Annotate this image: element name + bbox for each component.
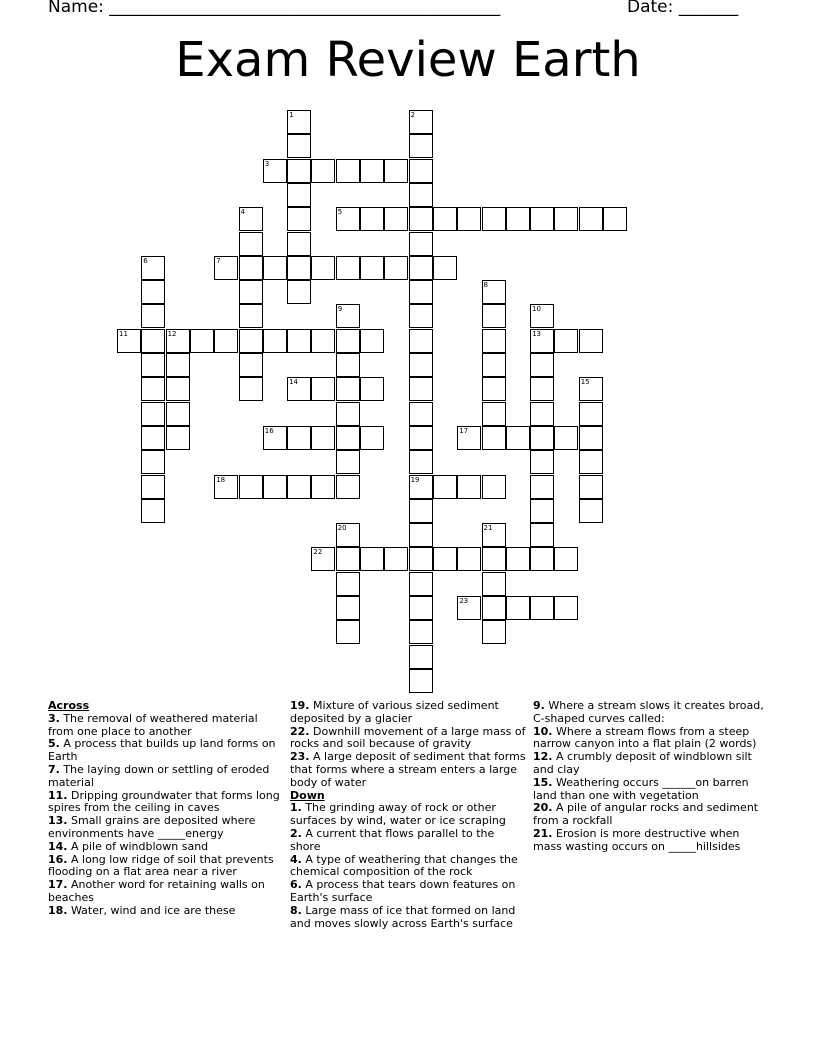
clue-text: A pile of angular rocks and sediment from a rockfall: [533, 801, 759, 828]
clue-column-1: [48, 700, 284, 918]
clue-number: 13.: [48, 814, 68, 828]
clue-text: Another word for retaining walls on beaches: [48, 878, 265, 904]
cell-number: 13: [532, 329, 542, 338]
crossword-cell[interactable]: [506, 547, 530, 571]
crossword-cell[interactable]: [482, 353, 506, 377]
crossword-cell[interactable]: [530, 353, 554, 377]
crossword-cell[interactable]: [141, 450, 165, 474]
crossword-cell[interactable]: [287, 110, 311, 134]
crossword-cell[interactable]: [166, 377, 190, 401]
clue-column-2: [290, 700, 526, 930]
crossword-cell[interactable]: [384, 159, 408, 183]
crossword-cell[interactable]: [239, 475, 263, 499]
clue-number: 12.: [533, 750, 553, 764]
crossword-cell[interactable]: [287, 134, 311, 158]
crossword-cell[interactable]: [166, 329, 190, 353]
clue-text: A pile of windblown sand: [67, 839, 209, 853]
crossword-cell[interactable]: [433, 547, 457, 571]
crossword-cell[interactable]: [166, 426, 190, 450]
name-field-label: Name: ______________________________________________: [48, 0, 501, 17]
crossword-cell[interactable]: [311, 475, 335, 499]
crossword-cell[interactable]: [409, 280, 433, 304]
clue-item: [48, 905, 284, 918]
clue-item: [48, 854, 284, 880]
crossword-cell[interactable]: [409, 475, 433, 499]
crossword-cell[interactable]: [579, 450, 603, 474]
crossword-cell[interactable]: [482, 620, 506, 644]
crossword-cell[interactable]: [384, 207, 408, 231]
crossword-cell[interactable]: [360, 547, 384, 571]
clue-text: Where a stream slows it creates broad, C-shaped curves called:: [533, 699, 764, 725]
crossword-cell[interactable]: [409, 426, 433, 450]
clue-text: Small grains are deposited where environments have _____energy: [48, 814, 256, 840]
crossword-cell[interactable]: [336, 596, 360, 620]
cell-number: 4: [240, 208, 245, 217]
crossword-cell[interactable]: [409, 572, 433, 596]
cell-number: 18: [216, 475, 226, 484]
crossword-cell[interactable]: [287, 426, 311, 450]
crossword-cell[interactable]: [554, 329, 578, 353]
crossword-cell[interactable]: [311, 256, 335, 280]
crossword-cell[interactable]: [336, 377, 360, 401]
crossword-cell[interactable]: [482, 329, 506, 353]
crossword-cell[interactable]: [433, 475, 457, 499]
crossword-cell[interactable]: [482, 207, 506, 231]
clue-number: 20.: [533, 801, 553, 815]
cell-number: 23: [459, 597, 469, 605]
clue-number: 7.: [48, 762, 60, 776]
cell-number: 22: [313, 548, 323, 557]
clue-section-heading: Across: [48, 699, 90, 712]
clue-item: [48, 879, 284, 905]
crossword-cell[interactable]: [409, 110, 433, 134]
crossword-cell[interactable]: [409, 159, 433, 183]
crossword-cell[interactable]: [579, 329, 603, 353]
crossword-cell[interactable]: [482, 377, 506, 401]
cell-number: 8: [483, 281, 488, 290]
cell-number: 1: [289, 111, 294, 119]
cell-number: 10: [532, 305, 542, 314]
crossword-cell[interactable]: [409, 450, 433, 474]
crossword-cell[interactable]: [336, 547, 360, 571]
clue-item: [533, 700, 769, 726]
crossword-cell[interactable]: [530, 304, 554, 328]
crossword-cell[interactable]: [554, 547, 578, 571]
crossword-cell[interactable]: [239, 377, 263, 401]
crossword-cell[interactable]: [409, 256, 433, 280]
crossword-cell[interactable]: [409, 645, 433, 669]
crossword-cell[interactable]: [409, 207, 433, 231]
clue-number: 4.: [290, 852, 302, 866]
crossword-cell[interactable]: [336, 450, 360, 474]
crossword-cell[interactable]: [141, 402, 165, 426]
clue-item: [290, 879, 526, 905]
cell-number: 7: [216, 256, 221, 265]
clue-item: [48, 790, 284, 816]
cell-number: 3: [264, 159, 270, 168]
clue-number: 11.: [48, 788, 68, 802]
crossword-cell[interactable]: [263, 475, 287, 499]
crossword-cell[interactable]: [287, 377, 311, 401]
crossword-cell[interactable]: [287, 159, 311, 183]
crossword-cell[interactable]: [287, 207, 311, 231]
clue-number: 16.: [48, 852, 68, 866]
crossword-cell[interactable]: [530, 547, 554, 571]
cell-number: 20: [337, 524, 347, 533]
cell-number: 2: [410, 111, 416, 119]
crossword-cell[interactable]: [360, 426, 384, 450]
clue-number: 1.: [290, 801, 302, 815]
clue-number: 23.: [290, 750, 310, 764]
clue-text: Dripping groundwater that forms long spires from the ceiling in caves: [48, 788, 280, 815]
crossword-cell[interactable]: [579, 207, 603, 231]
crossword-cell[interactable]: [141, 475, 165, 499]
crossword-cell[interactable]: [482, 596, 506, 620]
clue-item: [48, 713, 284, 739]
clue-item: [48, 815, 284, 841]
crossword-cell[interactable]: [239, 280, 263, 304]
clue-item: [533, 777, 769, 803]
crossword-cell[interactable]: [482, 402, 506, 426]
crossword-cell[interactable]: [287, 280, 311, 304]
crossword-cell[interactable]: [311, 426, 335, 450]
crossword-cell[interactable]: [141, 377, 165, 401]
crossword-cell[interactable]: [384, 256, 408, 280]
clue-item: [533, 751, 769, 777]
clue-text: Large mass of ice that formed on land and moves slowly across Earth's surface: [290, 903, 516, 930]
crossword-cell[interactable]: [287, 232, 311, 256]
clue-number: 8.: [290, 903, 302, 917]
clue-section-heading: Down: [290, 788, 325, 802]
crossword-cell[interactable]: [311, 159, 335, 183]
crossword-cell[interactable]: [409, 353, 433, 377]
crossword-cell[interactable]: [409, 377, 433, 401]
clue-number: 22.: [290, 724, 310, 738]
crossword-cell[interactable]: [311, 377, 335, 401]
crossword-cell[interactable]: [141, 256, 165, 280]
crossword-cell[interactable]: [457, 596, 481, 620]
clue-text: The laying down or settling of eroded material: [48, 762, 270, 789]
crossword-cell[interactable]: [433, 207, 457, 231]
crossword-cell[interactable]: [530, 475, 554, 499]
clue-number: 9.: [533, 699, 545, 712]
cell-number: 11: [119, 329, 128, 338]
crossword-cell[interactable]: [360, 256, 384, 280]
crossword-cell[interactable]: [214, 329, 238, 353]
clue-number: 10.: [533, 724, 553, 738]
clue-text: Mixture of various sized sediment deposited by a glacier: [290, 699, 499, 725]
cell-number: 6: [143, 256, 148, 265]
crossword-cell[interactable]: [457, 547, 481, 571]
crossword-cell[interactable]: [311, 547, 335, 571]
crossword-cell[interactable]: [506, 426, 530, 450]
crossword-cell[interactable]: [579, 377, 603, 401]
clue-text: Weathering occurs ______on barren land than one with vegetation: [533, 775, 749, 802]
clue-text: Where a stream flows from a steep narrow canyon into a flat plain (2 words): [533, 724, 757, 751]
crossword-cell[interactable]: [239, 207, 263, 231]
crossword-cell[interactable]: [530, 402, 554, 426]
crossword-cell[interactable]: [409, 134, 433, 158]
crossword-cell[interactable]: [239, 232, 263, 256]
clue-item: [290, 905, 526, 931]
clue-text: A process that tears down features on Earth's surface: [290, 878, 516, 904]
crossword-cell[interactable]: [190, 329, 214, 353]
crossword-cell[interactable]: [482, 523, 506, 547]
crossword-cell[interactable]: [360, 329, 384, 353]
crossword-cell[interactable]: [554, 207, 578, 231]
clue-item: [533, 828, 769, 854]
crossword-cell[interactable]: [554, 596, 578, 620]
crossword-cell[interactable]: [141, 353, 165, 377]
crossword-cell[interactable]: [360, 207, 384, 231]
clue-item: [533, 726, 769, 752]
clue-text: Water, wind and ice are these: [67, 903, 236, 917]
cell-number: 12: [167, 329, 177, 338]
crossword-cell[interactable]: [409, 523, 433, 547]
crossword-cell[interactable]: [239, 353, 263, 377]
cell-number: 9: [337, 305, 343, 314]
clue-item: [48, 738, 284, 764]
crossword-cell[interactable]: [554, 426, 578, 450]
clue-number: 3.: [48, 711, 60, 725]
crossword-cell[interactable]: [530, 329, 554, 353]
clue-column-3: [533, 700, 769, 854]
clue-text: A long low ridge of soil that prevents flooding on a flat area near a river: [48, 852, 274, 879]
crossword-cell[interactable]: [263, 159, 287, 183]
crossword-cell[interactable]: [214, 256, 238, 280]
clue-text: A type of weathering that changes the chemical composition of the rock: [290, 852, 518, 879]
crossword-cell[interactable]: [457, 207, 481, 231]
crossword-cell[interactable]: [482, 426, 506, 450]
crossword-cell[interactable]: [506, 596, 530, 620]
crossword-cell[interactable]: [263, 329, 287, 353]
crossword-cell[interactable]: [336, 304, 360, 328]
crossword-cell[interactable]: [141, 499, 165, 523]
crossword-cell[interactable]: [336, 207, 360, 231]
clue-item: [290, 726, 526, 752]
crossword-cell[interactable]: [530, 450, 554, 474]
clue-item: [290, 802, 526, 828]
crossword-cell[interactable]: [409, 620, 433, 644]
crossword-cell[interactable]: [117, 329, 141, 353]
crossword-cell[interactable]: [579, 426, 603, 450]
crossword-cell[interactable]: [263, 426, 287, 450]
clue-text: A large deposit of sediment that forms that forms where a stream enters a large body of water: [290, 750, 526, 789]
crossword-cell[interactable]: [239, 256, 263, 280]
crossword-cell[interactable]: [433, 256, 457, 280]
cell-number: 16: [264, 426, 274, 435]
crossword-cell[interactable]: [579, 402, 603, 426]
crossword-cell[interactable]: [287, 183, 311, 207]
crossword-cell[interactable]: [239, 304, 263, 328]
crossword-cell[interactable]: [409, 596, 433, 620]
crossword-cell[interactable]: [141, 329, 165, 353]
clue-text: A crumbly deposit of windblown silt and clay: [533, 750, 752, 776]
cell-number: 19: [410, 475, 420, 484]
clue-text: The removal of weathered material from one place to another: [48, 711, 258, 738]
crossword-cell[interactable]: [457, 475, 481, 499]
crossword-cell[interactable]: [166, 353, 190, 377]
crossword-cell[interactable]: [409, 183, 433, 207]
cell-number: 17: [459, 426, 469, 435]
crossword-cell[interactable]: [506, 207, 530, 231]
crossword-cell[interactable]: [530, 426, 554, 450]
crossword-cell[interactable]: [287, 329, 311, 353]
clue-item: [290, 700, 526, 726]
crossword-cell[interactable]: [409, 304, 433, 328]
crossword-cell[interactable]: [336, 256, 360, 280]
crossword-cell[interactable]: [579, 475, 603, 499]
crossword-cell[interactable]: [530, 499, 554, 523]
crossword-cell[interactable]: [336, 426, 360, 450]
crossword-cell[interactable]: [409, 329, 433, 353]
clue-number: 2.: [290, 826, 302, 840]
crossword-cell[interactable]: [336, 353, 360, 377]
crossword-cell[interactable]: [603, 207, 627, 231]
crossword-cell[interactable]: [457, 426, 481, 450]
cell-number: 15: [580, 378, 590, 387]
crossword-cell[interactable]: [166, 402, 190, 426]
crossword-cell[interactable]: [530, 377, 554, 401]
crossword-cell[interactable]: [530, 596, 554, 620]
clue-text: A current that flows parallel to the shore: [290, 826, 495, 853]
crossword-cell[interactable]: [263, 256, 287, 280]
clue-text: The grinding away of rock or other surfaces by wind, water or ice scraping: [290, 801, 506, 828]
crossword-cell[interactable]: [336, 523, 360, 547]
clue-number: 5.: [48, 737, 60, 751]
crossword-cell[interactable]: [482, 475, 506, 499]
crossword-cell[interactable]: [336, 475, 360, 499]
clue-number: 19.: [290, 699, 310, 712]
crossword-cell[interactable]: [141, 280, 165, 304]
crossword-cell[interactable]: [482, 547, 506, 571]
clue-text: Erosion is more destructive when mass wasting occurs on _____hillsides: [533, 826, 741, 853]
crossword-cell[interactable]: [311, 329, 335, 353]
crossword-cell[interactable]: [409, 499, 433, 523]
crossword-cell[interactable]: [336, 329, 360, 353]
crossword-cell[interactable]: [530, 207, 554, 231]
crossword-cell[interactable]: [579, 499, 603, 523]
crossword-cell[interactable]: [384, 547, 408, 571]
clue-text: Downhill movement of a large mass of rocks and soil because of gravity: [290, 724, 526, 751]
crossword-cell[interactable]: [482, 304, 506, 328]
crossword-cell[interactable]: [141, 304, 165, 328]
crossword-cell[interactable]: [482, 572, 506, 596]
crossword-cell[interactable]: [409, 232, 433, 256]
page-title: Exam Review Earth: [175, 32, 641, 88]
crossword-cell[interactable]: [336, 620, 360, 644]
crossword-cell[interactable]: [482, 280, 506, 304]
crossword-cell[interactable]: [336, 402, 360, 426]
crossword-cell[interactable]: [360, 377, 384, 401]
clue-number: 18.: [48, 903, 68, 917]
cell-number: 14: [289, 378, 299, 387]
clue-item: [290, 854, 526, 880]
crossword-cell[interactable]: [287, 475, 311, 499]
clue-item: [533, 802, 769, 828]
crossword-cell[interactable]: [287, 256, 311, 280]
clue-number: 6.: [290, 878, 302, 892]
cell-number: 5: [337, 208, 343, 217]
crossword-cell[interactable]: [214, 475, 238, 499]
clue-number: 14.: [48, 839, 68, 853]
crossword-cell[interactable]: [530, 523, 554, 547]
cell-number: 21: [483, 524, 493, 533]
clue-item: [290, 751, 526, 789]
crossword-cell[interactable]: [141, 426, 165, 450]
clue-item: [48, 764, 284, 790]
date-field-label: Date: _______: [627, 0, 739, 17]
crossword-cell[interactable]: [336, 159, 360, 183]
crossword-cell[interactable]: [409, 547, 433, 571]
crossword-cell[interactable]: [409, 402, 433, 426]
clue-text: A process that builds up land forms on Earth: [48, 737, 276, 764]
crossword-cell[interactable]: [336, 572, 360, 596]
crossword-cell[interactable]: [239, 329, 263, 353]
clue-item: [290, 828, 526, 854]
clue-number: 15.: [533, 775, 553, 789]
crossword-cell[interactable]: [360, 159, 384, 183]
crossword-cell[interactable]: [409, 669, 433, 693]
clue-number: 21.: [533, 826, 553, 840]
clue-number: 17.: [48, 878, 68, 892]
